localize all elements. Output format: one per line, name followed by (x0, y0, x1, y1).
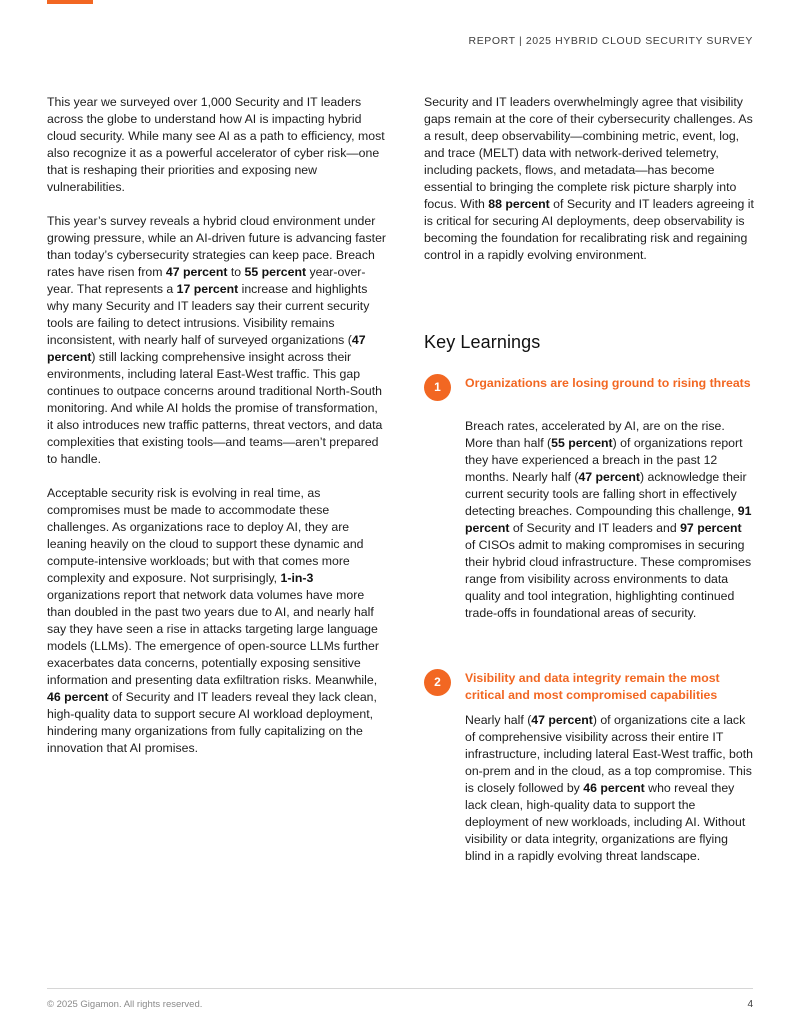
learning-body: Nearly half (47 percent) of organizations cite a lack of comprehensive visibility across their entire IT infrastructure, including lateral East-West traffic, both on-prem and in the cloud, as a top compromise. This is closely followed by 46 percent who reveal they lack clean, high-quality data to support the deployment of new workloads, including AI. Without visibility or data integrity, organizations are flying blind in a rapidly evolving threat landscape. (465, 713, 753, 863)
stat-highlight: 97 percent (680, 521, 742, 535)
stat-highlight: 47 percent (531, 713, 593, 727)
number-badge: 2 (424, 669, 451, 696)
stat-highlight: 46 percent (583, 781, 645, 795)
stat-highlight: 91 percent (465, 504, 752, 535)
intro-paragraph: This year we surveyed over 1,000 Security and IT leaders across the globe to understand how AI is impacting hybrid cloud security. While many see AI as a path to efficiency, most also recognize it as a powerful accelerator of cyber risk—one that is reshaping their priorities and exposing new vulnerabilities. (47, 95, 385, 194)
stat-highlight: 1-in-3 (280, 571, 314, 585)
observability-paragraph: Security and IT leaders overwhelmingly agree that visibility gaps remain at the core of their cybersecurity challenges. As a result, deep observability—combining metric, event, log, and trace (MELT) data with network-derived telemetry, including packets, flows, and metadata—has become essential to bringing the complete risk picture sharply into focus. With 88 percent of Security and IT leaders agreeing it is critical for securing AI deployments, deep observability is becoming the foundation for recalibrating risk and regaining control in a rapidly evolving environment. (424, 95, 754, 262)
accent-bar (47, 0, 93, 4)
page-number: 4 (747, 999, 753, 1010)
stat-highlight: 55 percent (551, 436, 613, 450)
copyright-text: © 2025 Gigamon. All rights reserved. (47, 999, 203, 1010)
stat-highlight: 47 percent (165, 265, 228, 279)
report-header: REPORT | 2025 HYBRID CLOUD SECURITY SURVEY (468, 35, 753, 47)
stat-highlight: 47 percent (47, 333, 366, 364)
learning-title: Visibility and data integrity remain the most critical and most compromised capabilities (465, 671, 720, 702)
key-learnings-heading: Key Learnings (424, 332, 541, 352)
number-badge: 1 (424, 374, 451, 401)
survey-findings-paragraph: This year’s survey reveals a hybrid cloud environment under growing pressure, while an AI-driven future is advancing faster than today’s cybersecurity strategies can keep pace. Breach rates have risen from 47 percent to 55 percent year-over-year. That represents a 17 percent increase and highlights why many Security and IT leaders say their current security tools are failing to detect intrusions. Visibility remains inconsistent, with nearly half of surveyed organizations (47 percent) still lacking comprehensive insight across their environments, including lateral East-West traffic. This gap continues to outpace concerns around traditional North-South monitoring. And while AI holds the promise of transformation, it also introduces new traffic patterns, threat vectors, and data complexities that existing tools—and teams—aren’t prepared to handle. (47, 214, 387, 466)
stat-highlight: 46 percent (47, 690, 109, 704)
risk-paragraph: Acceptable security risk is evolving in real time, as compromises must be made to accommodate these challenges. As organizations race to deploy AI, they are leaning heavily on the cloud to support these dynamic and compute-intensive workloads; but with that comes more complexity and exposure. Not surprisingly, 1-in-3 organizations report that network data volumes have more than doubled in the past two years due to AI, and nearly half say they have seen a rise in attacks targeting large language models (LLMs). The emergence of open-source LLMs further exacerbates data concerns, potentially exposing sensitive information and presenting data exfiltration risks. Meanwhile, 46 percent of Security and IT leaders reveal they lack clean, high-quality data to support secure AI workload deployment, hindering many organizations from fully capitalizing on the innovation that AI promises. (47, 486, 379, 755)
stat-highlight: 47 percent (578, 470, 640, 484)
stat-highlight: 17 percent (176, 282, 239, 296)
footer-divider (47, 988, 753, 989)
learning-title: Organizations are losing ground to rising threats (465, 376, 751, 390)
stat-highlight: 55 percent (244, 265, 307, 279)
learning-body: Breach rates, accelerated by AI, are on the rise. More than half (55 percent) of organizations report they have experienced a breach in the past 12 months. Nearly half (47 percent) acknowledge their current security tools are falling short in effectively detecting breaches. Compounding this challenge, 91 percent of Security and IT leaders and 97 percent of CISOs admit to making compromises in securing their hybrid cloud infrastructure. These compromises range from visibility across environments to data quality and tool integration, highlighting continued trade-offs in foundational areas of security. (465, 419, 752, 620)
right-column (424, 94, 754, 281)
left-column (47, 94, 387, 774)
stat-highlight: 88 percent (488, 197, 550, 211)
